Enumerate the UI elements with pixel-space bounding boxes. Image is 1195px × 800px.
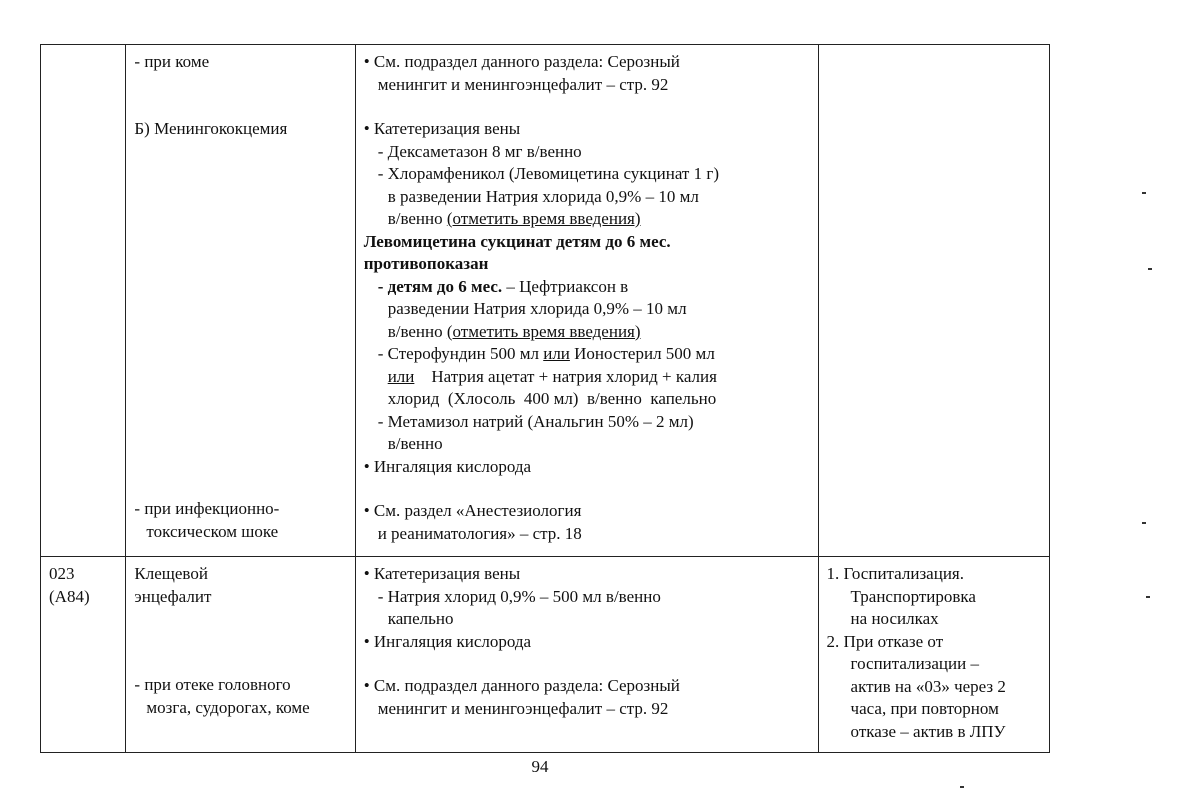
treatment-line: в/венно (отметить время введения) [387,321,641,341]
code-cell [41,45,126,557]
treatment-cell [355,45,818,557]
condition-cell [126,557,355,753]
treatment-line: - Метамизол натрий (Анальгин 50% – 2 мл) [377,411,694,431]
treatment-line: хлорид (Хлосоль 400 мл) в/венно капельно [387,389,717,408]
treatment-line: капельно [387,609,454,628]
treatment-line: менингит и менингоэнцефалит – стр. 92 [377,698,669,718]
note-line: Транспортировка [850,586,976,606]
time-note: (отметить время введения) [446,209,641,228]
treatment-line: - Дексаметазон 8 мг в/венно [377,141,582,161]
table-row [41,45,1050,557]
treatment-line: в разведении Натрия хлорида 0,9% – 10 мл [387,186,699,206]
treatment-table [40,44,1050,753]
scan-speck [1142,192,1146,194]
scan-speck [960,786,964,788]
note-line: на носилках [850,609,939,628]
table-row [41,557,1050,753]
condition-title: энцефалит [134,586,212,606]
condition-meningococcemia: Б) Менингококцемия [134,118,288,138]
treatment-line: • См. раздел «Анестезиология [363,501,582,520]
scan-speck [1146,596,1150,598]
treatment-line: • Катетеризация вены [363,119,521,138]
code-cell [41,557,126,753]
treatment-line: • Катетеризация вены [363,564,521,583]
notes-cell [818,557,1049,753]
treatment-line: разведении Натрия хлорида 0,9% – 10 мл [387,299,687,318]
treatment-line: в/венно [387,434,443,453]
treatment-line: менингит и менингоэнцефалит – стр. 92 [377,74,669,94]
treatment-line: в/венно (отметить время введения) [387,209,641,228]
note-line: госпитализации – [850,654,979,673]
icd-code: 023 [49,564,75,583]
treatment-cell [355,557,818,753]
treatment-line: • См. подраздел данного раздела: Серозный [363,52,680,71]
treatment-line: • Ингаляция кислорода [363,456,532,476]
note-line: 1. Госпитализация. [826,564,964,583]
note-line: отказе – актив в ЛПУ [850,721,1006,741]
treatment-line: - Стерофундин 500 мл или Ионостерил 500 мл [377,344,715,363]
treatment-line: • См. подраздел данного раздела: Серозный [363,676,680,695]
treatment-line: и реаниматология» – стр. 18 [377,523,582,543]
page-number: 94 [531,757,549,776]
warning-line: Левомицетина сукцинат детям до 6 мес. [363,231,671,251]
treatment-line: - детям до 6 мес. – Цефтриаксон в [377,276,629,296]
treatment-line: - Натрия хлорид 0,9% – 500 мл в/венно [377,586,661,606]
condition-title: Клещевой [134,564,208,583]
icd-code-sub: (A84) [49,586,90,606]
condition-coma: - при коме [134,52,210,71]
treatment-line: - Хлорамфеникол (Левомицетина сукцинат 1 г) [377,164,719,183]
scan-speck [1148,268,1152,270]
condition-cell [126,45,355,557]
condition-edema-cont: мозга, судорогах, коме [146,697,310,717]
condition-edema: - при отеке головного [134,675,291,694]
note-line: актив на «03» через 2 [850,676,1006,696]
condition-shock: - при инфекционно- [134,499,280,518]
treatment-line: или Натрия ацетат + натрия хлорид + калия [387,366,717,386]
note-line: 2. При отказе от [826,631,944,651]
notes-cell [818,45,1049,557]
scan-speck [1142,522,1146,524]
note-line: часа, при повторном [850,699,999,718]
condition-shock-cont: токсическом шоке [146,521,279,541]
warning-line: противопоказан [363,254,489,273]
treatment-line: • Ингаляция кислорода [363,631,532,651]
time-note: (отметить время введения) [446,321,641,341]
